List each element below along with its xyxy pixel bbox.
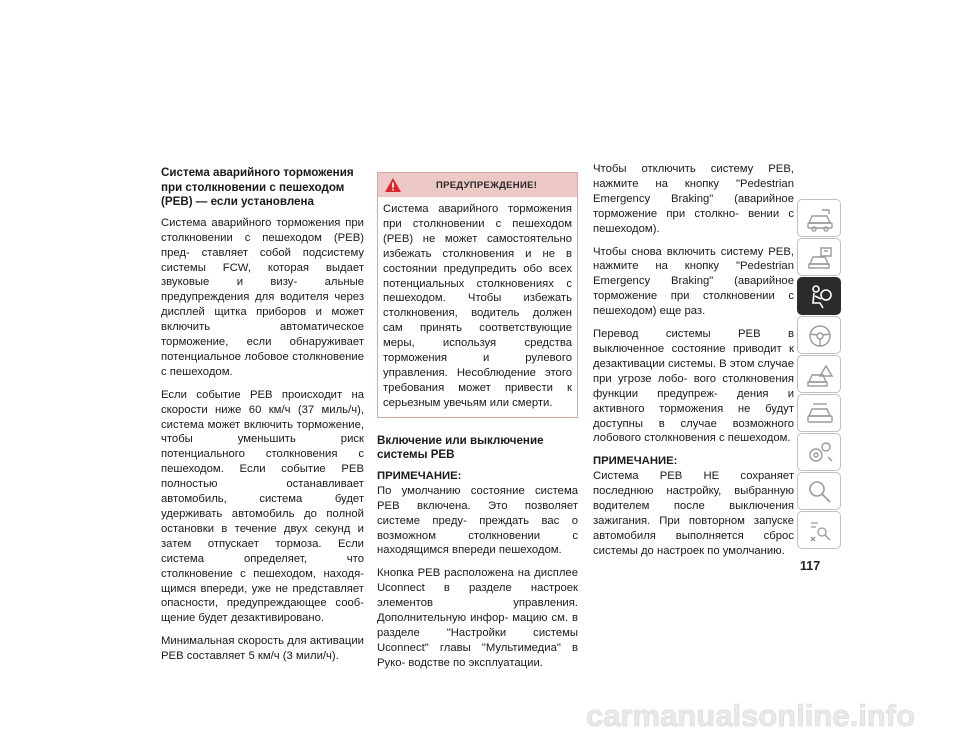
paragraph: Система аварийного торможения при столкновении с пешеходом (PEB) пред- ставляет собой подсистему системы FCW, которая выдает звуковые и визу- альные предупреждения для водителя через дисплей щитка приборов и может включить автоматическое торможение, если обнаруживает потенциальное лобовое столкновение с пешеходом. (161, 216, 364, 378)
paragraph: Перевод системы PEB в выключенное состояние приводит к дезактивации системы. В этом случае при угрозе лобо- вого столкновения функции предупреж- дения и активного торможения не будут доступны в случае возможного лобового столкновения с пешеходом. (593, 328, 794, 445)
emergency-road-icon (805, 361, 835, 389)
column-left (161, 166, 364, 672)
warning-triangle-icon (384, 177, 402, 199)
page-number: 117 (800, 559, 821, 573)
chapter-tab-multimedia[interactable] (797, 472, 841, 510)
chapter-tab-specs[interactable] (797, 433, 841, 471)
warning-text: Система аварийного торможения при столкновении с пешеходом (PEB) не может самостоятельно избежать столкновения и не в состоянии предупредить обо всех потенциальных столкновениях с пешеходом. Чтобы избежать столкновения, водитель должен сам принять соответствующие меры, используя средства торможения и рулевого управления. Несоблюдение этого требования может привести к серьезным увечьям или смерти. (383, 203, 572, 409)
chapter-tab-safety[interactable] (797, 277, 841, 315)
warning-box (377, 172, 578, 418)
chapter-tab-car-info[interactable] (797, 199, 841, 237)
paragraph: Если событие PEB происходит на скорости ниже 60 км/ч (37 миль/ч), система может включить торможение, чтобы уменьшить риск потенциального столкновения с пешеходом. Если событие PEB полностью останавливает автомобиль, система будет удерживать автомобиль до полной остановки в течение двух секунд и затем отпускает тормоза. Если система определяет, что столкновение с пешеходом, находя- щимся впереди, уже не представляет опасности, предупреждающее сооб- щение будет дезактивировано. (161, 388, 364, 625)
steering-wheel-icon (805, 322, 835, 350)
chapter-tab-emergency[interactable] (797, 355, 841, 393)
note-label: ПРИМЕЧАНИЕ: (377, 469, 462, 482)
note-text: Система PEB НЕ сохраняет последнюю настройку, выбранную водителем после выключения зажигания. При повторном запуске автомобиля выполняется сброс системы до настроек по умолчанию. (593, 470, 794, 557)
index-icon (805, 517, 835, 545)
warning-title: ПРЕДУПРЕЖДЕНИЕ! (436, 180, 538, 191)
chapter-tab-index[interactable] (797, 511, 841, 549)
paragraph: Чтобы снова включить систему PEB, нажмите на кнопку "Pedestrian Emergency Braking" (аварийное торможение при столкновении с пешеходом) еще раз. (593, 245, 794, 318)
section-heading-peb: Система аварийного торможения при столкновении с пешеходом (PEB) — если установлена (161, 166, 354, 209)
svg-text:carmanualsonline.info: carmanualsonline.info (586, 698, 916, 733)
chapter-tab-warning-lights[interactable] (797, 238, 841, 276)
chapter-tab-service[interactable] (797, 394, 841, 432)
warning-body (378, 197, 577, 417)
search-magnifier-icon (805, 478, 835, 506)
paragraph: Чтобы отключить систему PEB, нажмите на кнопку "Pedestrian Emergency Braking" (аварийное торможение при столкно- вении с пешеходом). (593, 163, 794, 235)
specs-gears-icon (805, 439, 835, 467)
car-info-icon (805, 205, 835, 233)
paragraph: Кнопка PEB расположена на дисплее Uconnect в разделе настроек элементов управления. Дополнительную инфор- мацию см. в разделе "Настройки системы Uconnect" главы "Мультимедиа" в Руко- водстве по эксплуатации. (377, 567, 578, 669)
paragraph: Минимальная скорость для активации PEB составляет 5 км/ч (3 мили/ч). (161, 635, 364, 663)
note-text: По умолчанию состояние система PEB включена. Это позволяет системе преду- преждать вас о возможном столкновении с находящимся впереди пешеходом. (377, 484, 578, 557)
chapter-tab-driving[interactable] (797, 316, 841, 354)
warning-lights-icon (805, 244, 835, 272)
note-label: ПРИМЕЧАНИЕ: (593, 455, 678, 468)
service-car-icon (805, 400, 835, 428)
airbag-safety-icon (805, 283, 835, 311)
section-heading-toggle: Включение или выключение системы PEB (377, 433, 544, 462)
watermark-logo (582, 690, 960, 738)
column-middle (377, 172, 578, 679)
column-right (593, 162, 794, 567)
warning-header (378, 173, 577, 197)
